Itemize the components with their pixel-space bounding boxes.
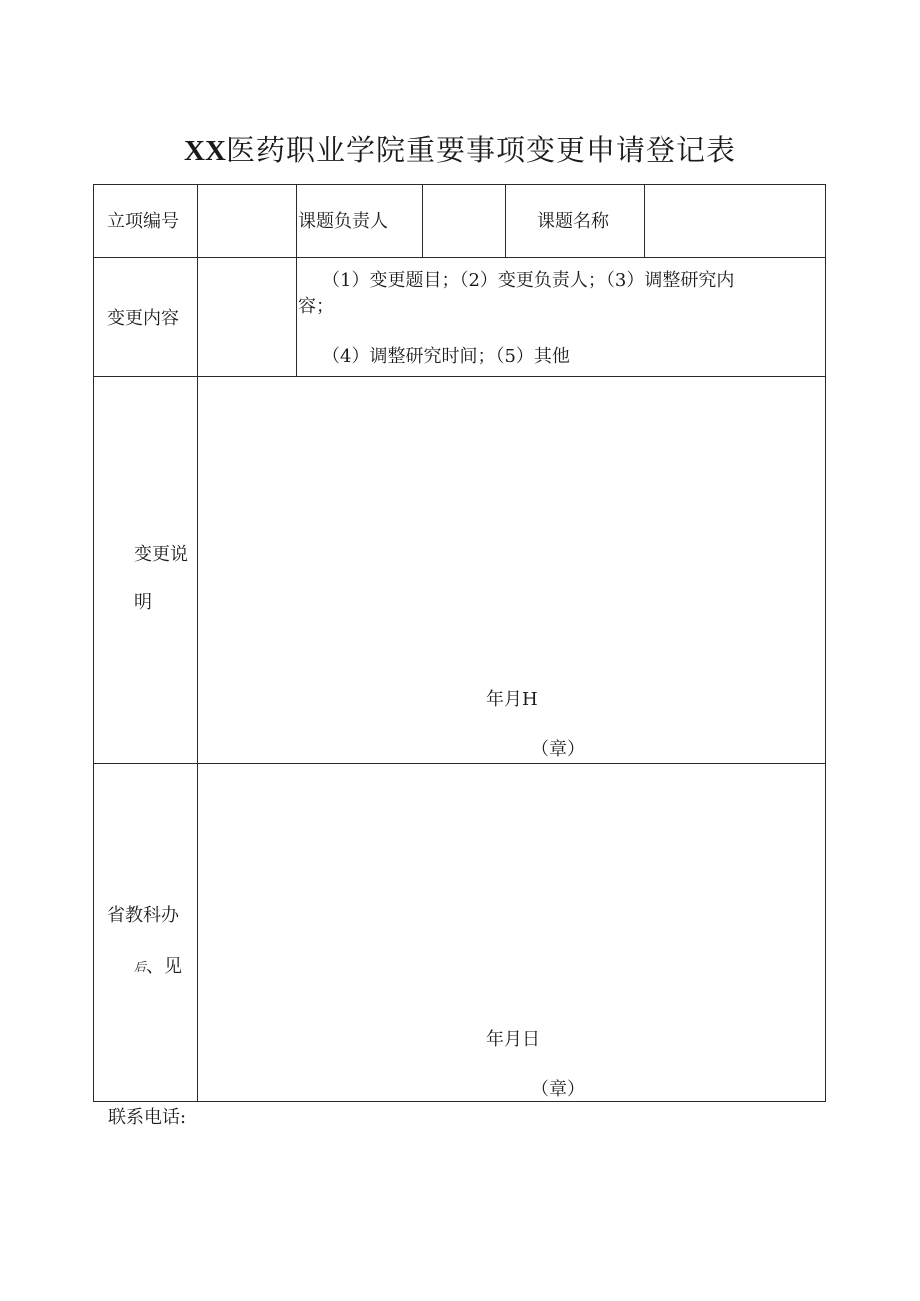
col-divider-4 [505, 185, 506, 257]
change-explanation-label-line2: 明 [134, 592, 152, 613]
leader-label: 课题负责人 [298, 211, 388, 232]
office-opinion-label-line1: 省教科办 [107, 905, 179, 926]
opinion-date: 年月日 [486, 1029, 540, 1050]
explanation-seal: （章） [531, 739, 585, 760]
change-options-line2: （4）调整研究时间；（5）其他 [322, 346, 570, 367]
project-no-label: 立项编号 [107, 211, 179, 232]
change-content-label: 变更内容 [107, 308, 179, 329]
change-content-field[interactable] [198, 258, 296, 376]
col-divider-2 [296, 185, 297, 377]
topic-name-field[interactable] [645, 185, 825, 257]
change-options-line1-wrap: 容； [298, 296, 334, 317]
office-opinion-label-line2 [134, 955, 182, 979]
change-options-line1: （1）变更题目；（2）变更负责人；（3）调整研究内 [322, 270, 735, 291]
leader-field[interactable] [423, 185, 505, 257]
topic-name-label: 课题名称 [537, 211, 609, 232]
project-no-field[interactable] [198, 185, 296, 257]
title-prefix: XX [184, 135, 226, 167]
contact-phone-label: 联系电话: [108, 1107, 187, 1128]
title-text: 医药职业学院重要事项变更申请登记表 [225, 133, 736, 167]
change-explanation-label-line1: 变更说 [134, 544, 188, 565]
office-opinion-label-rest: 、见 [146, 956, 183, 977]
explanation-date: 年月H [486, 689, 538, 710]
opinion-seal: （章） [531, 1079, 585, 1100]
page-title [0, 130, 920, 171]
office-opinion-label-small: 后 [134, 960, 147, 974]
change-request-form [93, 184, 826, 1102]
